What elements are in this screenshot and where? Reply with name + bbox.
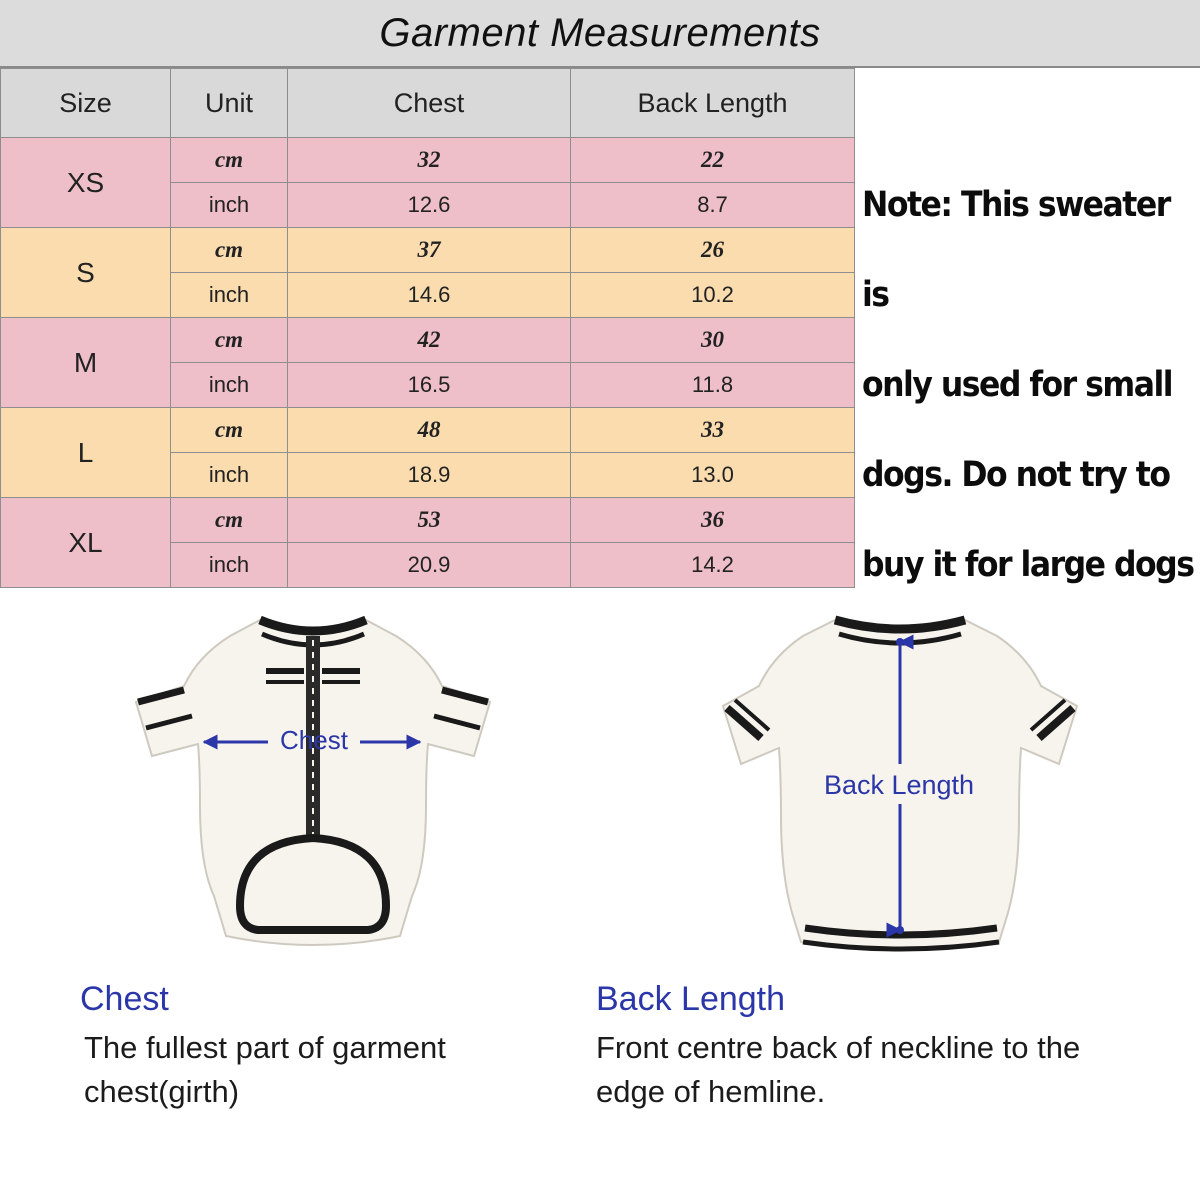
chest-cell: 14.6 xyxy=(288,273,571,318)
back-length-cell: 26 xyxy=(571,228,855,273)
page-title: Garment Measurements xyxy=(379,10,821,55)
header-chest: Chest xyxy=(288,69,571,138)
unit-cell: cm xyxy=(171,138,288,183)
size-cell: S xyxy=(1,228,171,318)
unit-cell: cm xyxy=(171,318,288,363)
back-sweater-illustration xyxy=(715,606,1085,966)
back-length-callout-description: Front centre back of neckline to the edge of hemline. xyxy=(596,1030,1081,1109)
unit-cell: inch xyxy=(171,543,288,588)
chest-cell: 12.6 xyxy=(288,183,571,228)
chest-cell: 53 xyxy=(288,498,571,543)
back-length-cell: 22 xyxy=(571,138,855,183)
chest-cell: 18.9 xyxy=(288,453,571,498)
table-row xyxy=(1,228,855,273)
table-header-row xyxy=(1,69,855,138)
unit-cell: cm xyxy=(171,408,288,453)
back-length-callout-heading: Back Length xyxy=(596,980,786,1018)
header-size: Size xyxy=(1,69,171,138)
header-unit: Unit xyxy=(171,69,288,138)
table-row xyxy=(1,498,855,543)
header-back-length: Back Length xyxy=(571,69,855,138)
size-note: Note: This sweater is only used for small dogs. Do not try to buy it for large dogs xyxy=(862,185,1194,585)
chest-cell: 32 xyxy=(288,138,571,183)
chest-diagram-label: Chest xyxy=(280,725,348,755)
size-cell: M xyxy=(1,318,171,408)
front-sweater-illustration xyxy=(128,606,498,966)
unit-cell: inch xyxy=(171,453,288,498)
chest-callout-description: The fullest part of garment chest(girth) xyxy=(84,1030,446,1109)
chest-cell: 37 xyxy=(288,228,571,273)
title-bar xyxy=(0,0,1200,68)
chest-cell: 42 xyxy=(288,318,571,363)
unit-cell: inch xyxy=(171,273,288,318)
unit-cell: cm xyxy=(171,498,288,543)
back-length-cell: 30 xyxy=(571,318,855,363)
table-row xyxy=(1,138,855,183)
size-cell: XS xyxy=(1,138,171,228)
chest-cell: 48 xyxy=(288,408,571,453)
back-length-diagram-label: Back Length xyxy=(823,770,975,800)
back-length-cell: 10.2 xyxy=(571,273,855,318)
table-row xyxy=(1,318,855,363)
unit-cell: inch xyxy=(171,363,288,408)
size-cell: L xyxy=(1,408,171,498)
back-length-cell: 11.8 xyxy=(571,363,855,408)
back-length-cell: 36 xyxy=(571,498,855,543)
chest-cell: 20.9 xyxy=(288,543,571,588)
chest-cell: 16.5 xyxy=(288,363,571,408)
unit-cell: inch xyxy=(171,183,288,228)
size-table xyxy=(0,68,855,588)
unit-cell: cm xyxy=(171,228,288,273)
table-row xyxy=(1,408,855,453)
back-length-cell: 33 xyxy=(571,408,855,453)
front-sweater-shape xyxy=(136,620,490,945)
back-length-cell: 8.7 xyxy=(571,183,855,228)
back-length-cell: 13.0 xyxy=(571,453,855,498)
size-cell: XL xyxy=(1,498,171,588)
back-length-cell: 14.2 xyxy=(571,543,855,588)
chest-callout-heading: Chest xyxy=(80,980,169,1018)
